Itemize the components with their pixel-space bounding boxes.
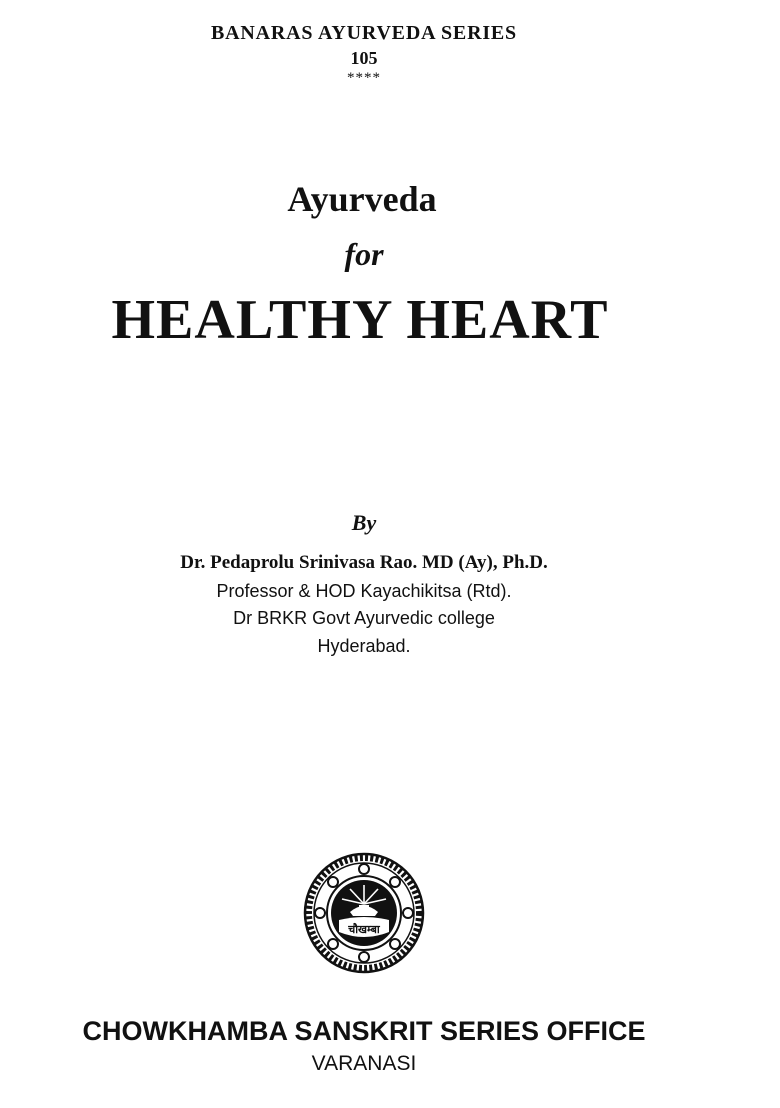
author-affiliation-1: Professor & HOD Kayachikitsa (Rtd). — [216, 581, 512, 601]
title-line-3: HEALTHY HEART — [111, 289, 609, 351]
series-number: 105 — [350, 48, 378, 68]
ornament-stars: **** — [347, 70, 381, 86]
svg-text:चौखम्बा: चौखम्बा — [348, 923, 380, 936]
author-name: Dr. Pedaprolu Srinivasa Rao. MD (Ay), Ph.D. — [180, 552, 548, 573]
publisher-seal-icon — [303, 852, 425, 974]
author-affiliation-2: Dr BRKR Govt Ayurvedic college — [233, 608, 495, 628]
title-line-1: Ayurveda — [287, 179, 437, 219]
publisher-city: VARANASI — [311, 1052, 417, 1075]
publisher-name: CHOWKHAMBA SANSKRIT SERIES OFFICE — [82, 1016, 646, 1046]
byline-by: By — [351, 510, 377, 535]
series-name: BANARAS AYURVEDA SERIES — [211, 22, 517, 44]
title-line-2: for — [344, 236, 384, 272]
author-affiliation-3: Hyderabad. — [317, 636, 411, 656]
